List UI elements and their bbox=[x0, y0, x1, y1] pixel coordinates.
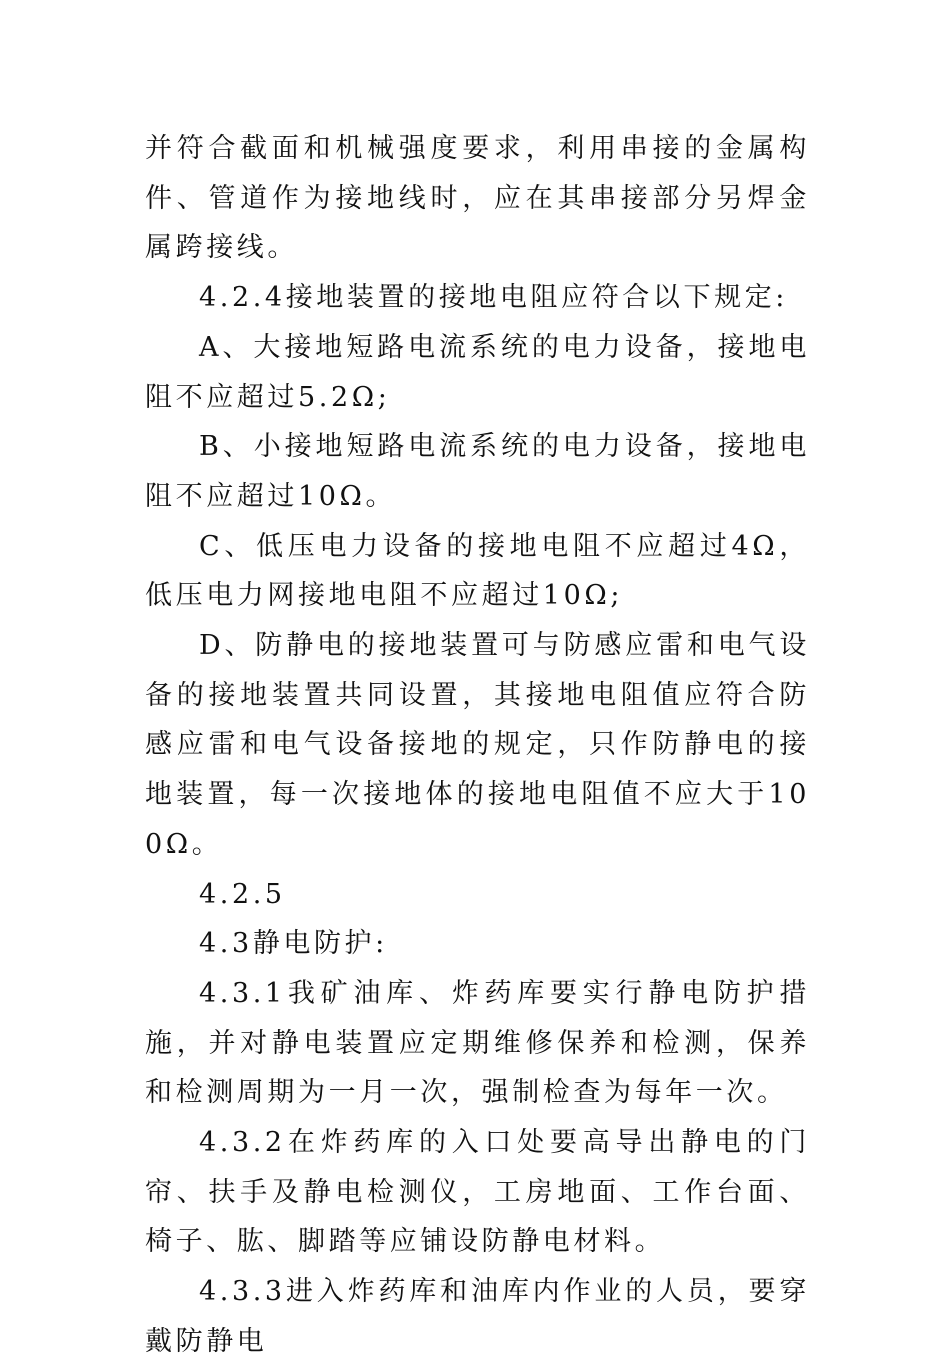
paragraph-item-a: A、大接地短路电流系统的电力设备，接地电阻不应超过5.2Ω; bbox=[145, 331, 810, 413]
paragraph-4-3-2: 4.3.2在炸药库的入口处要高导出静电的门帘、扶手及静电检测仪，工房地面、工作台面、椅子、肱、脚踏等应铺设防静电材料。 bbox=[145, 1127, 810, 1258]
document-body bbox=[145, 124, 810, 1367]
paragraph-item-c: C、低压电力设备的接地电阻不应超过4Ω，低压电力网接地电阻不应超过10Ω; bbox=[145, 530, 810, 612]
paragraph-continuation: 并符合截面和机械强度要求，利用串接的金属构件、管道作为接地线时，应在其串接部分另焊金属跨接线。 bbox=[145, 133, 810, 264]
paragraph-4-3-3: 4.3.3进入炸药库和油库内作业的人员，要穿戴防静电 bbox=[145, 1276, 810, 1357]
paragraph-4-3-1: 4.3.1我矿油库、炸药库要实行静电防护措施，并对静电装置应定期维修保养和检测，保养和检测周期为一月一次，强制检查为每年一次。 bbox=[145, 977, 810, 1109]
paragraph-item-d: D、防静电的接地装置可与防感应雷和电气设备的接地装置共同设置，其接地电阻值应符合防感应雷和电气设备接地的规定，只作防静电的接地装置，每一次接地体的接地电阻值不应大于100Ω。 bbox=[145, 630, 810, 860]
paragraph-4-2-4: 4.2.4接地装置的接地电阻应符合以下规定: bbox=[199, 282, 788, 314]
paragraph-4-2-5: 4.2.5 bbox=[199, 878, 286, 910]
paragraph-item-b: B、小接地短路电流系统的电力设备，接地电阻不应超过10Ω。 bbox=[145, 431, 810, 512]
section-heading-4-3: 4.3静电防护: bbox=[199, 928, 388, 960]
